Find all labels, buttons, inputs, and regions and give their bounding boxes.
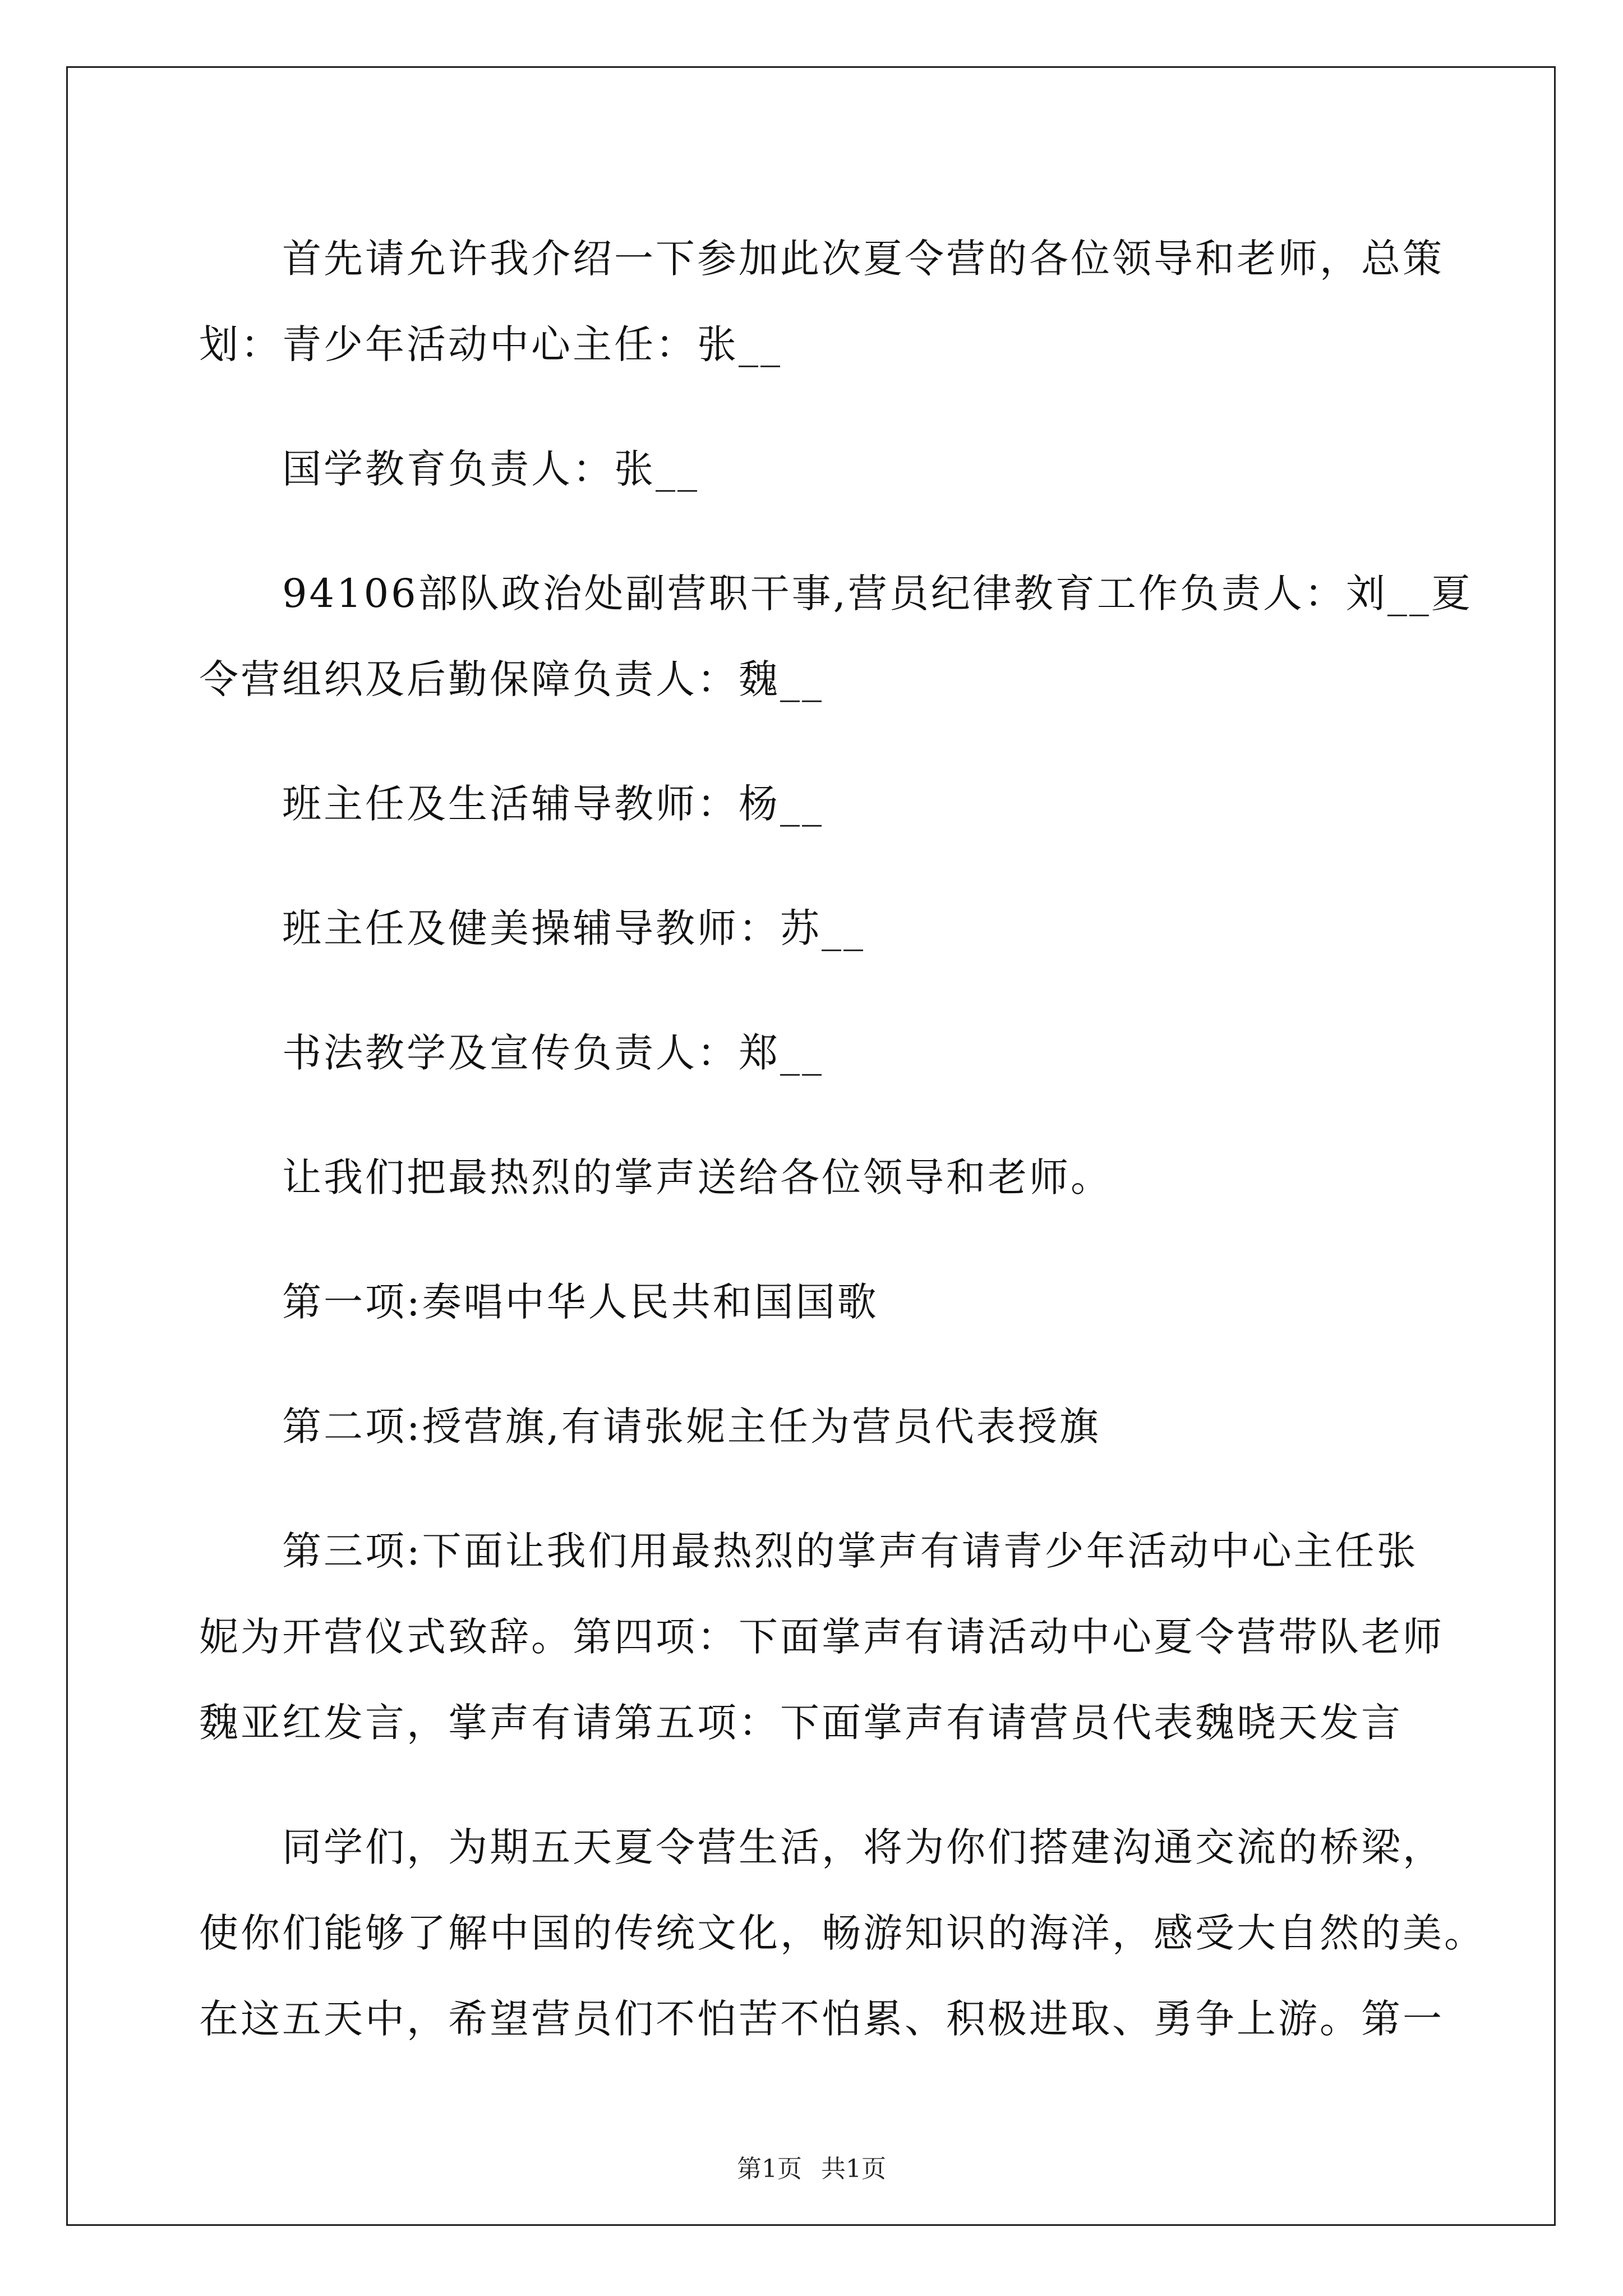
text-line: 第一项:奏唱中华人民共和国国歌 <box>199 1279 879 1325</box>
page-number: 第1页 <box>737 2155 802 2183</box>
text-line: 妮为开营仪式致辞。第四项：下面掌声有请活动中心夏令营带队老师 <box>199 1614 1444 1660</box>
text-line: 书法教学及宣传负责人：郑__ <box>199 1030 824 1076</box>
text-line: 魏亚红发言，掌声有请第五项：下面掌声有请营员代表魏晓天发言 <box>199 1700 1403 1746</box>
text-line: 国学教育负责人：张__ <box>199 446 699 492</box>
page-total: 共1页 <box>821 2155 886 2183</box>
document-body <box>199 216 1486 2062</box>
text-line: 让我们把最热烈的掌声送给各位领导和老师。 <box>199 1154 1112 1200</box>
text-line: 在这五天中，希望营员们不怕苦不怕累、积极进取、勇争上游。第一 <box>199 1996 1444 2042</box>
text-line: 令营组织及后勤保障负责人：魏__ <box>199 656 824 702</box>
text-line: 划：青少年活动中心主任：张__ <box>199 321 782 367</box>
text-line: 94106部队政治处副营职干事,营员纪律教育工作负责人：刘__夏 <box>199 570 1473 616</box>
text-line: 第三项:下面让我们用最热烈的掌声有请青少年活动中心主任张 <box>199 1528 1418 1574</box>
text-line: 使你们能够了解中国的传统文化，畅游知识的海洋，感受大自然的美。 <box>199 1910 1486 1956</box>
text-line: 第二项:授营旗,有请张妮主任为营员代表授旗 <box>199 1404 1101 1450</box>
text-line: 首先请允许我介绍一下参加此次夏令营的各位领导和老师，总策 <box>199 236 1444 282</box>
text-line: 班主任及健美操辅导教师：苏__ <box>199 905 865 951</box>
text-line: 同学们，为期五天夏令营生活，将为你们搭建沟通交流的桥梁， <box>199 1824 1444 1870</box>
page-footer <box>0 2148 1623 2184</box>
text-line: 班主任及生活辅导教师：杨__ <box>199 781 824 827</box>
